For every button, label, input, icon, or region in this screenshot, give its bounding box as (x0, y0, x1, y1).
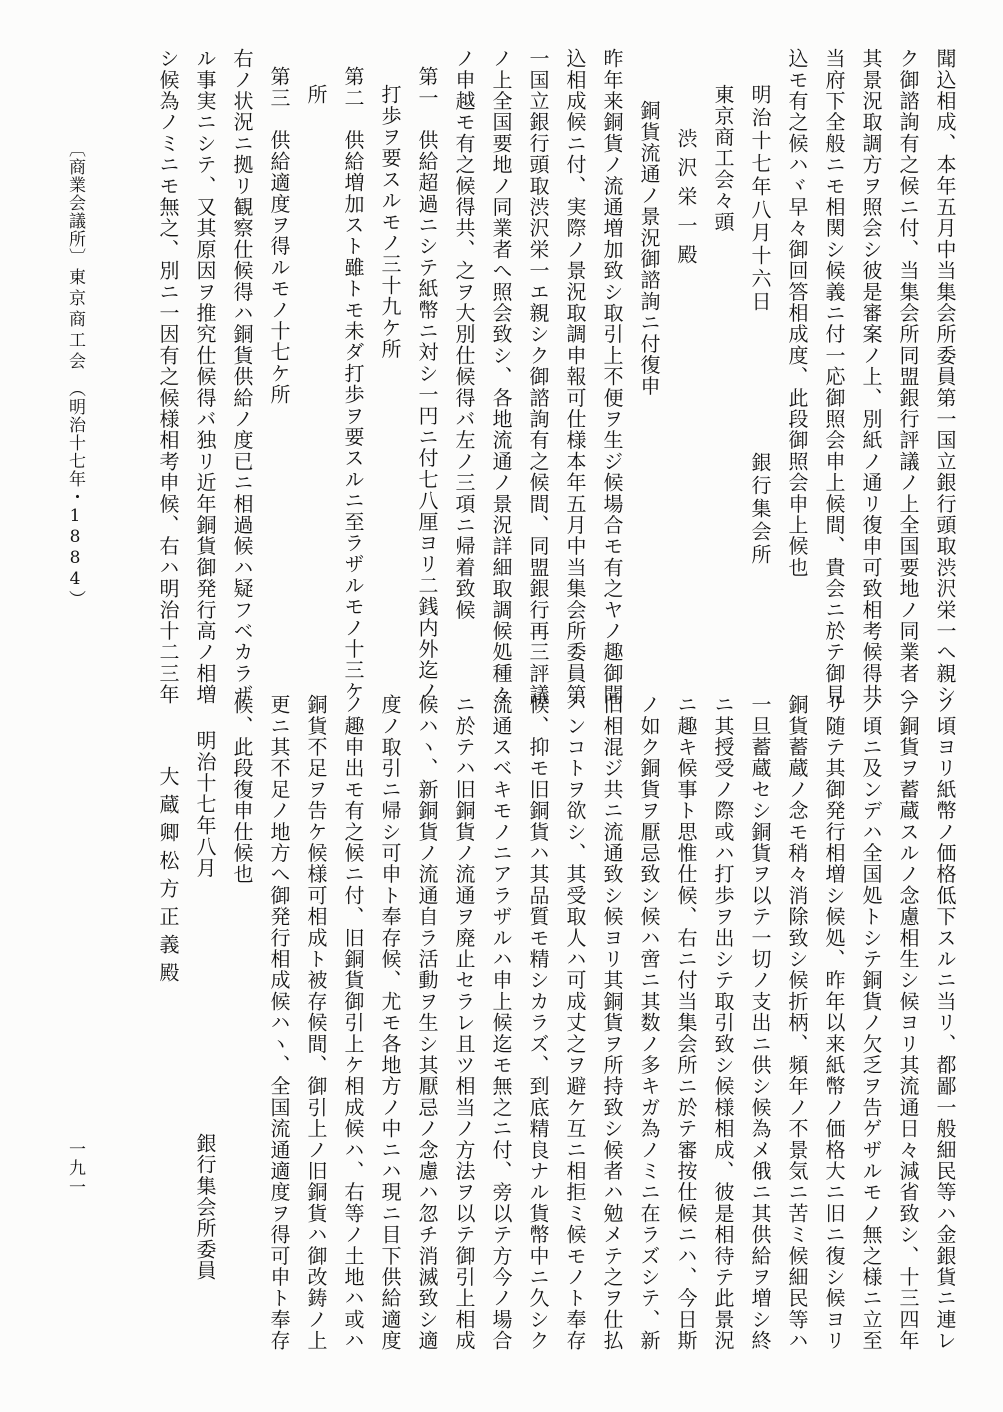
upper-column-1: 聞込相成、本年五月中当集会所委員第一国立銀行頭取渋沢栄一へ親シ (933, 48, 957, 706)
upper-column-12: 一国立銀行頭取渋沢栄一エ親シク御諮詢有之候間、同盟銀行再三評議 (526, 48, 550, 706)
lower-column-8: ニ趣キ候事ト思惟仕候、右ニ付当集会所ニ於テ審按仕候ニハ、今日斯 (674, 694, 698, 1352)
lower-column-12: 候、抑モ旧銅貨ハ其品質モ精シカラズ、到底精良ナル貨幣中ニ久シク (526, 694, 550, 1352)
upper-column-5: 込モ有之候ハヾ早々御回答相成度、此段御照会申上候也 (785, 48, 809, 578)
footer-tag: 〔商業会議所〕 (65, 140, 85, 266)
lower-column-9: ノ如ク銅貨ヲ厭忌致シ候ハ啻ニ其数ノ多キガ為ノミニ在ラズシテ、新 (637, 694, 661, 1352)
item-two: 第二 供給増加スト雖トモ未ダ打歩ヲ要スルニ至ラザルモノ十三ケ (341, 66, 365, 702)
lower-column-13: 流通スベキモノニアラザルハ申上候迄モ無之ニ付、旁以テ方今ノ場合 (489, 694, 513, 1352)
item-one-cont: 打歩ヲ要スルモノ三十九ケ所 (378, 84, 402, 360)
addressee-title: 東京商工会々頭 (711, 84, 735, 233)
item-one: 第一 供給超過ニシテ紙幣ニ対シ一円ニ付七八厘ヨリ二銭内外迄ノ (415, 66, 439, 702)
lower-column-2: テ銅貨ヲ蓄蔵スルノ念慮相生シ候ヨリ其流通日々減省致シ、十三四年 (896, 694, 920, 1352)
upper-column-21: ル事実ニシテ、又其原因ヲ推究仕候得バ独リ近年銅貨御発行高ノ相増 (193, 48, 217, 706)
lower-column-3: ノ頃ニ及ンデハ全国処トシテ銅貨ノ欠乏ヲ告ゲザルモノ無之様ニ立至 (859, 694, 883, 1352)
upper-column-3: 其景況取調方ヲ照会シ彼是審案ノ上、別紙ノ通リ復申可致相考候得共 (859, 48, 883, 706)
item-two-cont: 所 (304, 84, 328, 106)
lower-column-7: ニ其授受ノ際或ハ打歩ヲ出シテ取引致シ候様相成、彼是相待テ此景況 (711, 694, 735, 1352)
lower-column-15: 候ハヽ、新銅貨ノ流通自ラ活動ヲ生シ其厭忌ノ念慮ハ忽チ消滅致シ適 (415, 694, 439, 1352)
lower-column-4: リ随テ其御発行相増シ候処、昨年以来紙幣ノ価格大ニ旧ニ復シ候ヨリ (822, 694, 846, 1352)
page-number: 一九一 (65, 1140, 85, 1197)
document-heading: 銅貨流通ノ景況御諮詢ニ付復申 (637, 100, 661, 397)
lower-column-16: 度ノ取引ニ帰シ可申ト奉存候、尤モ各地方ノ中ニハ現ニ目下供給適度 (378, 694, 402, 1352)
lower-column-20: 候、此段復申仕候也 (230, 694, 254, 885)
upper-column-4: 当府下全般ニモ相関シ候義ニ付一応御照会申上候間、貴会ニ於テ御見 (822, 48, 846, 706)
upper-column-22: シ候為ノミニモ無之、別ニ一因有之候様相考申候、右ハ明治十二三年 (156, 48, 180, 706)
upper-column-2: ク御諮詢有之候ニ付、当集会所同盟銀行評議ノ上全国要地ノ同業者へ (896, 48, 920, 706)
lower-column-6: 一旦蓄蔵セシ銅貨ヲ以テ一切ノ支出ニ供シ候為メ俄ニ其供給ヲ増シ終 (748, 694, 772, 1352)
date-sender-line: 明治十七年八月十六日 銀行集会所 (748, 84, 772, 567)
closing-addressee: 大蔵卿松方正義殿 (156, 766, 180, 990)
footer-source: 東京商工会 (65, 268, 85, 373)
lower-column-5: 銅貨蓄蔵ノ念モ稍々消除致シ候折柄、頻年ノ不景気ニ苦ミ候細民等ハ (785, 694, 809, 1352)
lower-column-14: ニ於テハ旧銅貨ノ流通ヲ廃止セラレ且ツ相当ノ方法ヲ以テ御引上相成 (452, 694, 476, 1352)
lower-column-17: ノ趣申出モ有之候ニ付、旧銅貨御引上ケ相成候ハ、右等ノ土地ハ或ハ (341, 694, 365, 1352)
upper-column-20: 右ノ状況ニ拠リ観察仕候得ハ銅貨供給ノ度已ニ相過候ハ疑フベカラザ (230, 48, 254, 706)
lower-column-10: 旧相混ジ共ニ流通致シ候ヨリ其銅貨ヲ所持致シ候者ハ勉メテ之ヲ仕払 (600, 694, 624, 1352)
upper-column-13: ノ上全国要地ノ同業者へ照会致シ、各地流通ノ景況詳細取調候処種々 (489, 48, 513, 706)
addressee-name: 渋沢栄一殿 (674, 128, 698, 273)
upper-column-10: 昨年来銅貨ノ流通増加致シ取引上不便ヲ生ジ候場合モ有之ヤノ趣御聞 (600, 48, 624, 706)
upper-column-11: 込相成候ニ付、実際ノ景況取調申報可仕様本年五月中当集会所委員第 (563, 48, 587, 706)
closing-date-sender: 明治十七年八月 銀行集会所委員 (193, 730, 217, 1282)
lower-column-11: ハンコトヲ欲シ、其受取人ハ可成丈之ヲ避ケ互ニ相拒ミ候モノト奉存 (563, 694, 587, 1352)
lower-column-1: ノ頃ヨリ紙幣ノ価格低下スルニ当リ、都鄙一般細民等ハ金銀貨ニ連レ (933, 694, 957, 1352)
lower-column-19: 更ニ其不足ノ地方へ御発行相成候ハヽ、全国流通適度ヲ得可申ト奉存 (267, 694, 291, 1352)
footer-year: （明治十七年・1884） (65, 380, 85, 608)
upper-column-14: ノ申越モ有之候得共、之ヲ大別仕候得バ左ノ三項ニ帰着致候 (452, 48, 476, 621)
lower-column-18: 銅貨不足ヲ告ケ候様可相成ト被存候間、御引上ノ旧銅貨ハ御改鋳ノ上 (304, 694, 328, 1352)
item-three: 第三 供給適度ヲ得ルモノ十七ケ所 (267, 66, 291, 406)
